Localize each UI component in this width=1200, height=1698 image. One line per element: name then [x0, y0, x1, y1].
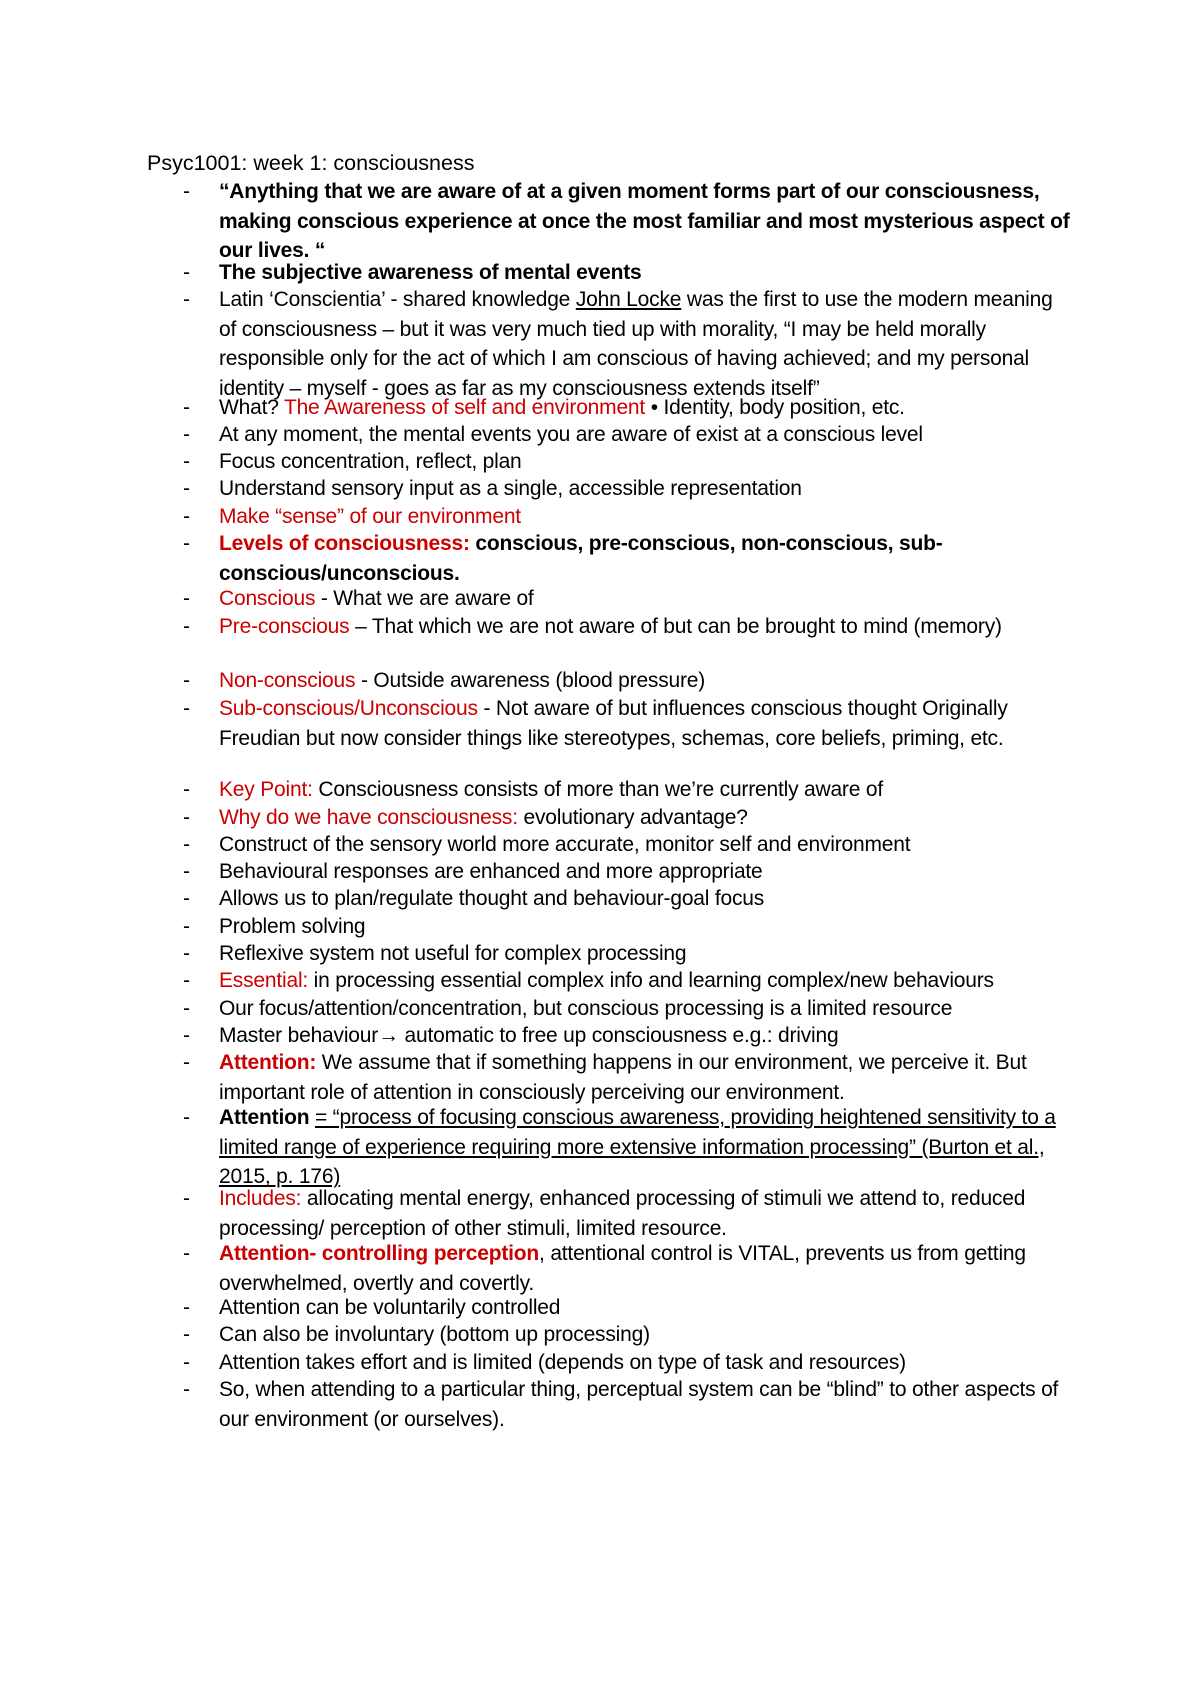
text-run: Attention takes effort and is limited (depends on type of task and resources): [219, 1351, 906, 1374]
text-run: Why do we have consciousness:: [219, 806, 518, 829]
text-run: • Identity, body position, etc.: [645, 396, 905, 419]
list-item: [185, 912, 1075, 942]
list-item-text: [185, 912, 1075, 942]
text-run: Attention:: [219, 1051, 317, 1074]
text-run: Attention- controlling perception: [219, 1242, 540, 1265]
list-item: [185, 177, 1075, 266]
list-item-text: [185, 1103, 1075, 1192]
text-run: Attention can be voluntarily controlled: [219, 1296, 561, 1319]
text-run: Reflexive system not useful for complex processing: [219, 942, 687, 965]
text-run: Latin ‘Conscientia’ - shared knowledge: [219, 288, 576, 311]
list-item-text: [185, 994, 1075, 1024]
text-run: Pre-conscious: [219, 615, 350, 638]
text-run: The Awareness of self and environment: [283, 396, 646, 419]
text-run: - Outside awareness (blood pressure): [355, 669, 706, 692]
text-run: “Anything that we are aware of at a given moment forms part of our consciousness, making conscious experience at once the most familiar and most mysterious aspect of our lives. “: [219, 180, 1070, 263]
list-item-text: [185, 803, 1075, 833]
text-run: Can also be involuntary (bottom up processing): [219, 1323, 650, 1346]
list-item-text: [185, 666, 1075, 696]
list-item-text: [185, 529, 1075, 588]
document-title: Psyc1001: week 1: consciousness: [147, 151, 475, 175]
text-run: Key Point:: [219, 778, 313, 801]
text-run: John Locke: [575, 288, 682, 311]
list-item: [185, 1103, 1075, 1192]
text-run: Construct of the sensory world more accurate, monitor self and environment: [219, 833, 911, 856]
list-item: [185, 529, 1075, 588]
list-item: [185, 474, 1075, 504]
list-item-text: [185, 258, 1075, 288]
text-run: Non-conscious: [219, 669, 356, 692]
list-item-text: [185, 694, 1075, 753]
list-item-text: [185, 1293, 1075, 1323]
list-item: [185, 420, 1075, 450]
list-item-text: [185, 939, 1075, 969]
text-run: Consciousness consists of more than we’re currently aware of: [312, 778, 883, 801]
list-item: [185, 502, 1075, 532]
text-run: →: [378, 1024, 399, 1047]
list-item: [185, 1348, 1075, 1378]
list-item: [185, 1375, 1075, 1434]
text-run: Essential:: [219, 969, 309, 992]
list-item: [185, 258, 1075, 288]
list-item-text: [185, 775, 1075, 805]
list-item-text: [185, 1184, 1075, 1243]
list-item-text: [185, 1320, 1075, 1350]
text-run: Includes:: [219, 1187, 302, 1210]
text-run: Master behaviour: [219, 1024, 379, 1047]
list-item-text: [185, 1375, 1075, 1434]
text-run: was the first to use the modern meaning of consciousness – but it was very much tied up with morality, “I may be held morally responsible only for the act of which I am conscious of having achieved; and my personal identity – myself - goes as far as my consciousness extends itself”: [219, 288, 1053, 400]
list-item-text: [185, 884, 1075, 914]
list-item: [185, 694, 1075, 753]
list-item: [185, 775, 1075, 805]
list-item-text: [185, 447, 1075, 477]
list-item: [185, 857, 1075, 887]
text-run: in processing essential complex info and learning complex/new behaviours: [308, 969, 994, 992]
list-item: [185, 393, 1075, 423]
text-run: So, when attending to a particular thing, perceptual system can be “blind” to other aspects of our environment (or ourselves).: [219, 1378, 1059, 1431]
text-run: Our focus/attention/concentration, but conscious processing is a limited resource: [219, 997, 953, 1020]
list-item: [185, 830, 1075, 860]
list-item: [185, 939, 1075, 969]
text-run: Attention: [219, 1106, 315, 1129]
text-run: automatic to free up consciousness e.g.: driving: [398, 1024, 839, 1047]
text-run: What?: [219, 396, 284, 419]
list-item-text: [185, 612, 1075, 642]
list-item: [185, 803, 1075, 833]
text-run: Behavioural responses are enhanced and more appropriate: [219, 860, 763, 883]
text-run: Focus concentration, reflect, plan: [219, 450, 522, 473]
list-item-text: [185, 502, 1075, 532]
text-run: Levels of consciousness:: [219, 532, 470, 555]
text-run: Understand sensory input as a single, accessible representation: [219, 477, 802, 500]
list-item: [185, 1239, 1075, 1298]
list-item: [185, 1320, 1075, 1350]
list-item: [185, 994, 1075, 1024]
list-item: [185, 612, 1075, 642]
text-run: allocating mental energy, enhanced processing of stimuli we attend to, reduced processing/ perception of other stimuli, limited resource.: [219, 1187, 1026, 1240]
list-item: [185, 666, 1075, 696]
list-item: [185, 584, 1075, 614]
list-item: [185, 1048, 1075, 1107]
list-item-text: [185, 1348, 1075, 1378]
list-item: [185, 1184, 1075, 1243]
text-run: , attentional control is VITAL, prevents us from getting overwhelmed, overtly and covertly.: [219, 1242, 1026, 1295]
list-item-text: [185, 393, 1075, 423]
text-run: We assume that if something happens in our environment, we perceive it. But important role of attention in consciously perceiving our environment.: [219, 1051, 1027, 1104]
text-run: Problem solving: [219, 915, 366, 938]
text-run: = “process of focusing conscious awareness, providing heightened sensitivity to a limited range of experience requiring more extensive information processing” (Burton et al., 2015, p. 176): [219, 1106, 1056, 1189]
text-run: Allows us to plan/regulate thought and behaviour-goal focus: [219, 887, 765, 910]
text-run: At any moment, the mental events you are aware of exist at a conscious level: [219, 423, 923, 446]
list-item: [185, 1021, 1075, 1051]
text-run: conscious, pre-conscious, non-conscious, sub-conscious/unconscious.: [219, 532, 943, 585]
list-item-text: [185, 285, 1075, 403]
text-run: – That which we are not aware of but can be brought to mind (memory): [349, 615, 1002, 638]
list-item-text: [185, 584, 1075, 614]
text-run: Make “sense” of our environment: [219, 505, 521, 528]
text-run: evolutionary advantage?: [517, 806, 748, 829]
list-item-text: [185, 420, 1075, 450]
list-item: [185, 285, 1075, 403]
list-item-text: [185, 857, 1075, 887]
list-item-text: [185, 1239, 1075, 1298]
list-item: [185, 447, 1075, 477]
list-item: [185, 966, 1075, 996]
text-run: - What we are aware of: [315, 587, 534, 610]
text-run: Sub-conscious/Unconscious: [219, 697, 478, 720]
list-item-text: [185, 177, 1075, 266]
list-item-text: [185, 830, 1075, 860]
list-item-text: [185, 1048, 1075, 1107]
list-item-text: [185, 966, 1075, 996]
list-item: [185, 884, 1075, 914]
text-run: The subjective awareness of mental events: [219, 261, 642, 284]
list-item-text: [185, 1021, 1075, 1051]
list-item-text: [185, 474, 1075, 504]
text-run: - Not aware of but influences conscious thought Originally Freudian but now consider things like stereotypes, schemas, core beliefs, priming, etc.: [219, 697, 1008, 750]
text-run: Conscious: [219, 587, 316, 610]
list-item: [185, 1293, 1075, 1323]
